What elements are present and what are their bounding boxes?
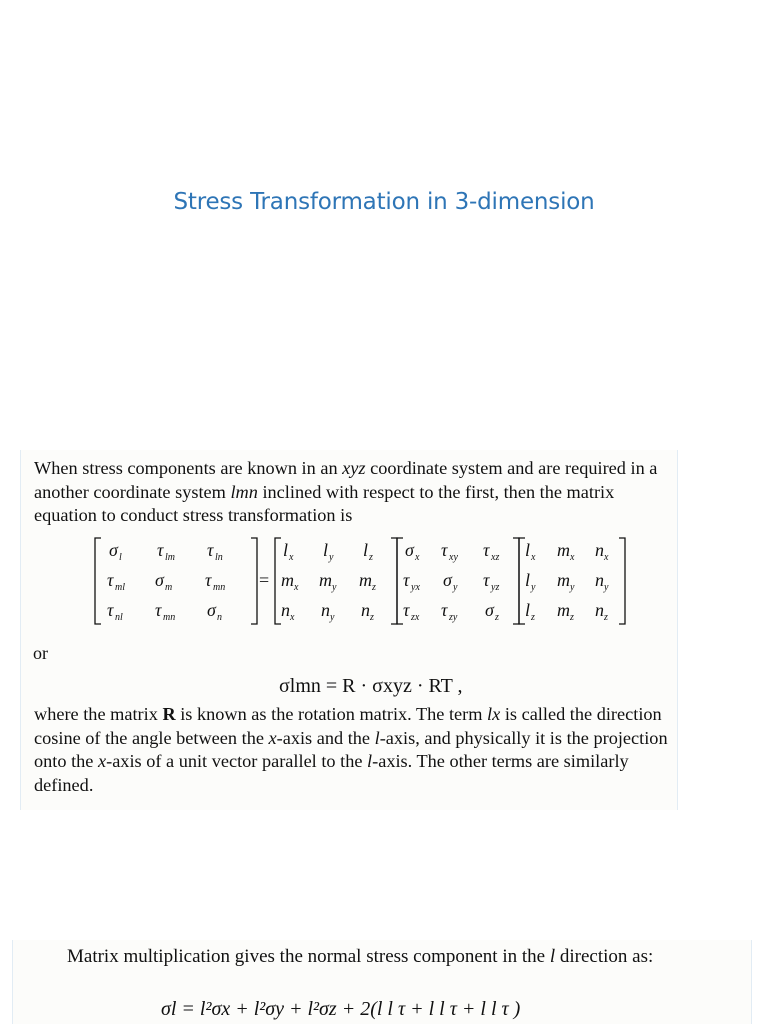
svg-text:τ: τ [107, 570, 114, 590]
svg-text:z: z [369, 552, 373, 563]
svg-text:m: m [359, 570, 372, 590]
svg-text:y: y [330, 612, 335, 623]
svg-text:zx: zx [411, 612, 420, 623]
svg-text:z: z [495, 612, 499, 623]
svg-text:l: l [525, 540, 531, 560]
svg-text:mn: mn [163, 612, 176, 623]
svg-text:n: n [321, 600, 330, 620]
svg-text:x: x [290, 612, 295, 623]
normal-stress-paragraph: Matrix multiplication gives the normal stress component in the l direction as: [67, 946, 654, 967]
svg-text:τ: τ [403, 600, 410, 620]
svg-text:m: m [557, 600, 570, 620]
svg-text:yz: yz [491, 582, 500, 593]
svg-text:y: y [570, 582, 575, 593]
svg-text:n: n [595, 570, 604, 590]
intro-paragraph: When stress components are known in an xyz coordinate system and are required in a another coordinate system lmn inclined with respect to the first, then the matrix equation to conduct stress transformation is [34, 458, 658, 525]
svg-text:xy: xy [449, 552, 458, 563]
svg-text:τ: τ [207, 540, 214, 560]
explanation-paragraph: where the matrix R is known as the rotation matrix. The term lx is called the direction cosine of the angle between the x-axis and the l-axis, and physically it is the projection onto the x-axis of a unit vector parallel to the l-axis. The other terms are similarly defined. [34, 704, 668, 795]
svg-text:σ: σ [207, 600, 216, 620]
svg-text:z: z [370, 612, 374, 623]
svg-text:l: l [283, 540, 289, 560]
svg-text:y: y [604, 582, 609, 593]
svg-text:τ: τ [403, 570, 410, 590]
svg-text:xz: xz [491, 552, 500, 563]
svg-text:=: = [259, 570, 270, 590]
svg-text:y: y [329, 552, 334, 563]
svg-text:z: z [604, 612, 608, 623]
svg-text:x: x [531, 552, 536, 563]
svg-text:n: n [595, 540, 604, 560]
svg-text:σ: σ [443, 570, 452, 590]
svg-text:x: x [570, 552, 575, 563]
svg-text:x: x [604, 552, 609, 563]
compact-equation: σlmn = R · σxyz · RT , [279, 675, 463, 697]
svg-text:n: n [281, 600, 290, 620]
matrix-equation-graphic [91, 534, 631, 630]
svg-text:l: l [323, 540, 329, 560]
svg-text:ml: ml [115, 582, 125, 593]
normal-stress-excerpt [12, 940, 752, 1024]
svg-text:mn: mn [213, 582, 226, 593]
svg-text:l: l [525, 600, 531, 620]
svg-text:σ: σ [155, 570, 164, 590]
svg-text:yx: yx [411, 582, 420, 593]
svg-text:τ: τ [205, 570, 212, 590]
svg-text:m: m [557, 540, 570, 560]
svg-text:σ: σ [109, 540, 118, 560]
svg-text:τ: τ [157, 540, 164, 560]
svg-text:l: l [119, 552, 122, 563]
svg-text:σ: σ [405, 540, 414, 560]
svg-text:z: z [372, 582, 376, 593]
svg-text:zy: zy [449, 612, 458, 623]
svg-text:σ: σ [485, 600, 494, 620]
svg-text:z: z [570, 612, 574, 623]
stress-transformation-excerpt [20, 450, 678, 810]
svg-text:x: x [415, 552, 420, 563]
normal-stress-equation: σl = l²σx + l²σy + l²σz + 2(l l τ + l l τ + l l τ ) [161, 998, 521, 1020]
matrix-equation [91, 534, 631, 630]
svg-text:n: n [361, 600, 370, 620]
svg-text:ln: ln [215, 552, 223, 563]
svg-text:m: m [557, 570, 570, 590]
svg-text:m: m [165, 582, 173, 593]
svg-text:l: l [525, 570, 531, 590]
svg-text:τ: τ [107, 600, 114, 620]
svg-text:nl: nl [115, 612, 123, 623]
svg-text:m: m [281, 570, 294, 590]
svg-text:n: n [595, 600, 604, 620]
svg-text:y: y [531, 582, 536, 593]
svg-text:x: x [294, 582, 299, 593]
svg-text:l: l [363, 540, 369, 560]
svg-text:τ: τ [155, 600, 162, 620]
svg-text:τ: τ [483, 570, 490, 590]
svg-text:n: n [217, 612, 222, 623]
svg-text:z: z [531, 612, 535, 623]
svg-text:y: y [332, 582, 337, 593]
svg-text:m: m [319, 570, 332, 590]
slide-title: Stress Transformation in 3-dimension [173, 189, 595, 215]
svg-text:τ: τ [441, 540, 448, 560]
svg-text:τ: τ [441, 600, 448, 620]
svg-text:x: x [289, 552, 294, 563]
svg-text:lm: lm [165, 552, 175, 563]
or-connector: or [33, 643, 48, 663]
svg-text:τ: τ [483, 540, 490, 560]
svg-text:y: y [453, 582, 458, 593]
